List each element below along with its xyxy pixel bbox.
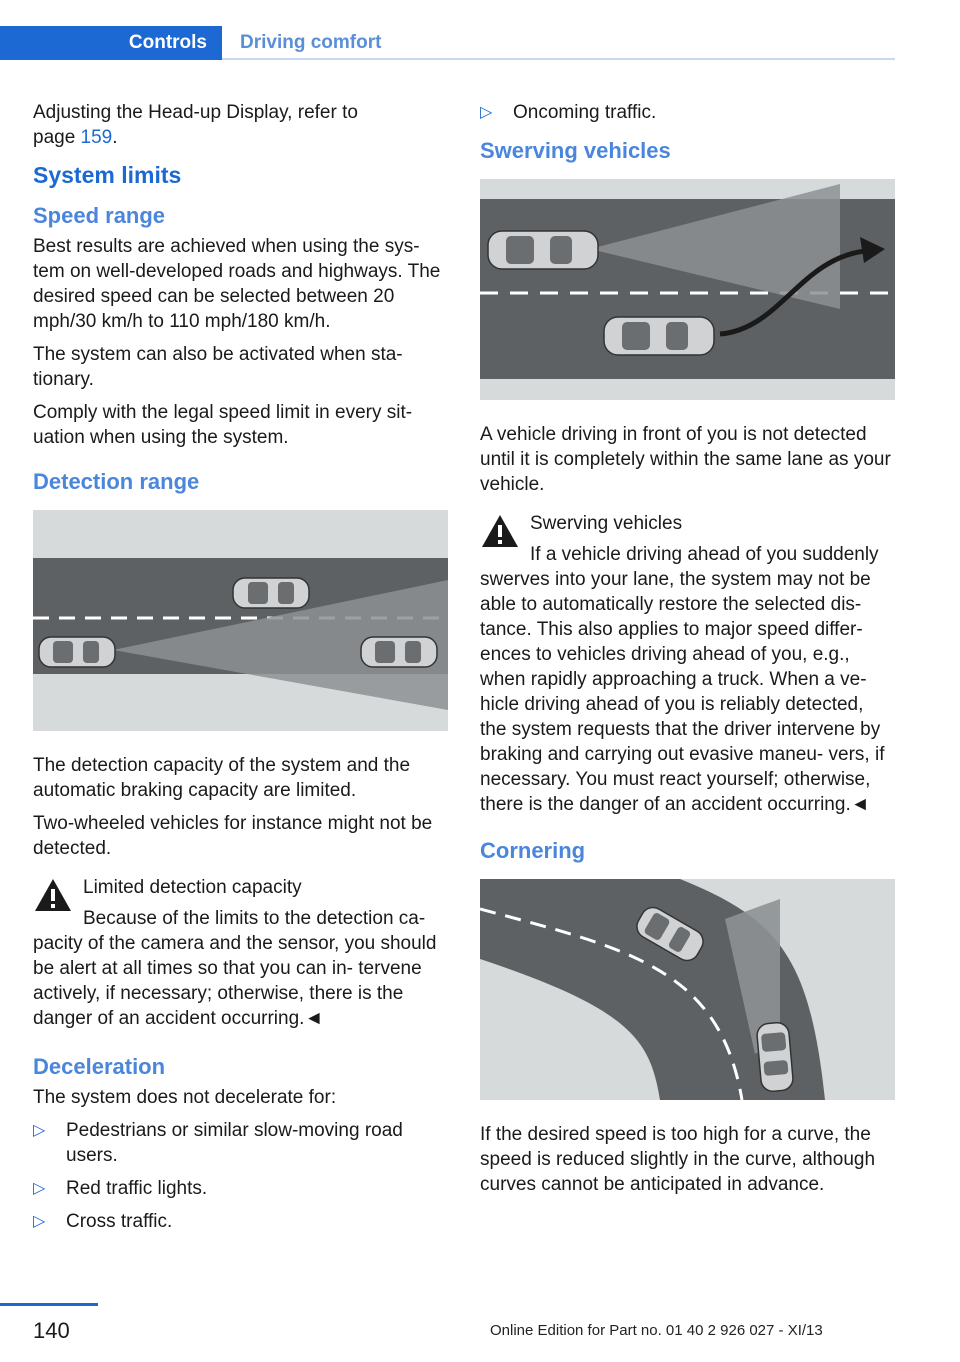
cornering-figure	[480, 879, 895, 1100]
heading-system-limits: System limits	[33, 162, 182, 188]
detection-paragraph-2: Two-wheeled vehicles for instance might not be detected.	[33, 813, 433, 859]
swerving-vehicles-figure	[480, 179, 895, 400]
heading-deceleration: Deceleration	[33, 1054, 166, 1079]
left-column	[33, 100, 448, 1242]
list-item-text: Cross traffic.	[66, 1211, 173, 1232]
tab-driving-comfort[interactable]: Driving comfort	[240, 32, 382, 53]
header-tabs	[0, 26, 895, 62]
right-column	[480, 100, 895, 1205]
triangle-bullet-icon: ▷	[33, 1122, 46, 1139]
heading-detection-range: Detection range	[33, 469, 200, 494]
speed-paragraph-3: Comply with the legal speed limit in every sit‐ uation when using the system.	[33, 402, 413, 448]
cornering-illustration	[480, 879, 895, 1100]
warning-icon	[33, 877, 73, 913]
tab-controls[interactable]: Controls	[0, 26, 222, 60]
car-icon	[488, 231, 598, 269]
detection-range-illustration	[33, 510, 448, 731]
list-item	[33, 1209, 448, 1234]
list-item	[33, 1176, 448, 1201]
warning-limited-detection	[33, 875, 448, 1031]
deceleration-intro: The system does not decelerate for:	[33, 1087, 337, 1108]
list-item-text: Pedestrians or similar slow-moving road users.	[66, 1120, 403, 1166]
car-icon	[361, 637, 437, 667]
page-number: 140	[33, 1318, 70, 1343]
detection-paragraph-1: The detection capacity of the system and the automatic braking capacity are limited.	[33, 755, 411, 801]
list-item-text: Oncoming traffic.	[513, 102, 657, 123]
list-item-text: Red traffic lights.	[66, 1178, 208, 1199]
heading-cornering: Cornering	[480, 838, 586, 863]
heading-swerving-vehicles: Swerving vehicles	[480, 138, 671, 163]
warning-title: Limited detection capacity	[83, 877, 302, 898]
intro-prefix: page	[33, 127, 81, 148]
footer-rule	[0, 1303, 98, 1306]
warning-text: If a vehicle driving ahead of you suddenly swerves into your lane, the system may not be able to automatically restore the selected dis‐ tance. This also applies to major speed differ‐ ences to vehicles driving ahead of you, e.g., when rapidly approaching a truck. When a ve‐ hicle driving ahead of you is reliably detected, the system requests that the driver intervene by braking and carrying out evasive maneu‐ vers, if necessary. You must react yourself; otherwise, there is the danger of an accident occurring.◄	[480, 544, 885, 815]
page-link[interactable]: 159	[80, 127, 113, 148]
intro-text: Adjusting the Head-up Display, refer to	[33, 102, 358, 123]
cornering-paragraph-1: If the desired speed is too high for a curve, the speed is reduced slightly in the curve, although curves cannot be anticipated in advance.	[480, 1124, 876, 1195]
intro-paragraph	[33, 100, 448, 150]
edition-text: Online Edition for Part no. 01 40 2 926 027 - XI/13	[490, 1322, 823, 1339]
warning-title: Swerving vehicles	[530, 513, 683, 534]
car-icon	[233, 578, 309, 608]
triangle-bullet-icon: ▷	[33, 1180, 46, 1197]
list-item	[33, 1118, 448, 1168]
car-icon	[39, 637, 115, 667]
triangle-bullet-icon: ▷	[33, 1213, 46, 1230]
swerving-vehicles-illustration	[480, 179, 895, 400]
header-rule	[222, 58, 895, 60]
heading-speed-range: Speed range	[33, 203, 166, 228]
warning-icon	[480, 513, 520, 549]
speed-paragraph-1: Best results are achieved when using the sys‐ tem on well-developed roads and highways. The desired speed can be selected between 20 mph/30 km/h to 110 mph/180 km/h.	[33, 236, 441, 332]
detection-range-figure	[33, 510, 448, 731]
warning-text: Because of the limits to the detection ca‐ pacity of the camera and the sensor, you should be alert at all times so that you can in‐ tervene actively, if necessary; otherwise, there is the danger of an accident occurring.◄	[33, 908, 437, 1029]
car-icon	[756, 1022, 794, 1093]
swerving-paragraph-1: A vehicle driving in front of you is not detected until it is completely within the same lane as your vehicle.	[480, 424, 891, 495]
list-item	[480, 100, 895, 125]
triangle-bullet-icon: ▷	[480, 104, 493, 121]
intro-suffix: .	[112, 127, 118, 148]
warning-swerving-vehicles	[480, 511, 895, 817]
car-icon	[604, 317, 714, 355]
speed-paragraph-2: The system can also be activated when sta‐ tionary.	[33, 344, 403, 390]
